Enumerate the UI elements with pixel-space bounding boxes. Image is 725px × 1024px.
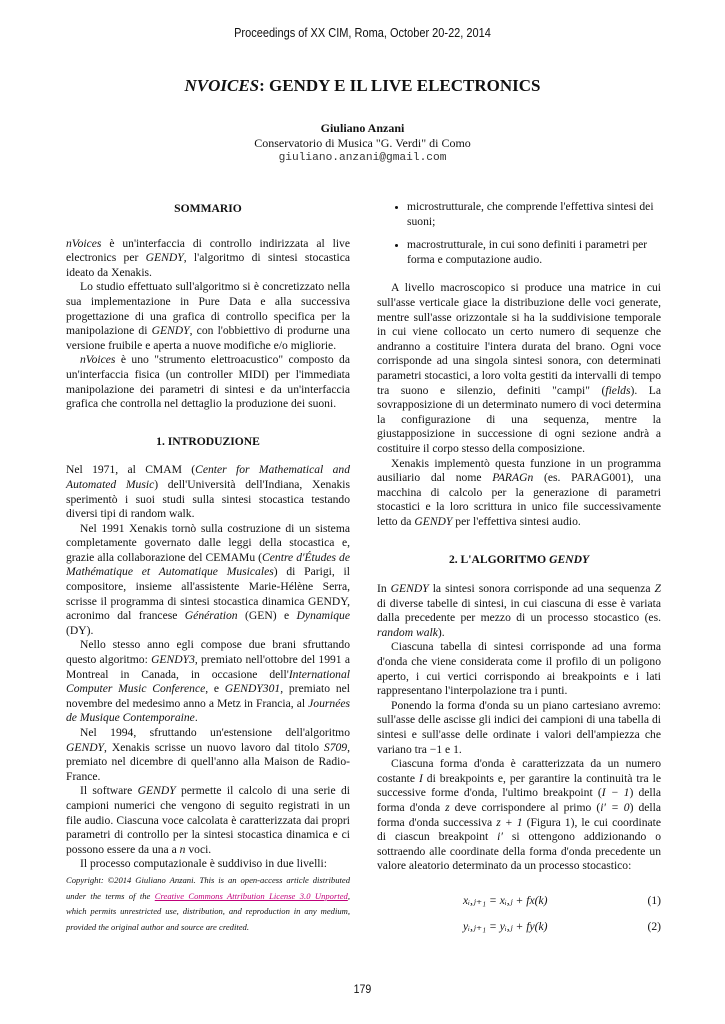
right-p2: Xenakis implementò questa funzione in un programma ausiliario dal nome PARAGn (es. PARAG001), una macchina di calcolo per la generazione di parametri stocastici e la loro scrittura in unico file successivamente letto da GENDY per l'effettiva sintesi audio. xyxy=(377,456,661,528)
right-p4: Ciascuna tabella di sintesi corrisponde ad una forma d'onda che viene considerata come il profilo di un poligono aperto, i cui vertici corrispondo ai breakpoints e i lati rappresentano l'interpolazione tra i punti. xyxy=(377,640,661,698)
author-name: Giuliano Anzani xyxy=(320,121,405,135)
title-italic: NVOICES xyxy=(184,76,260,95)
right-p6: Ciascuna forma d'onda è caratterizzata da un numero costante I di breakpoints e, per garantire la continuità tra le successive forme d'onda, l'ultimo breakpoint (I − 1) della forma d'onda z deve corrispondere al primo (i′ = 0) della forma d'onda successiva z + 1 (Figura 1), le cui coordinate di ciascun breakpoint i′ si ottengono addizionando o sottraendo alle coordinate della forma d'onda precedente un valore aleatorio determinato da un processo stocastico: xyxy=(377,757,662,873)
license-link[interactable]: Creative Commons Attribution License 3.0 Unported xyxy=(154,890,348,901)
right-p1: A livello macroscopico si produce una matrice in cui sull'asse verticale giace la distribuzione delle voci generate, mentre sull'asse orizzontale si ha la suddivisione temporale in cui viene collocato un certo numero di sequenze che andranno a costituire l'intera durata del brano. Ogni voce corrisponde ad una singola sintesi sonora, con determinati parametri stocastici, a loro volta gestiti da intervalli di tempo tra suono e silenzio, definiti "campi" (fields). La sovrapposizione di un determinato numero di voci determina la configurazione di una sequenza, mentre la giustapposizione in successione di ogni sezione andrà a costituire il corpo stesso della composizione. xyxy=(377,281,662,455)
intro-p3: Nello stesso anno egli compose due brani sfruttando questo algoritmo: GENDY3, premiato nell'ottobre del 1991 a Montreal in Canada, in occasione dell'International Computer Music Conference, e GENDY301, premiato nel novembre del medesimo anno a Metz in Francia, al Journées de Musique Contemporaine. xyxy=(66,638,350,725)
intro-p5: Il software GENDY permette il calcolo di una serie di campioni numerici che vengono di seguito registrati in un file audio. Ciascuna voce calcolata è caratterizzata dai propri parametri di controllo per la sintesi stocastica dinamica e ci possono essere da una a n voci. xyxy=(66,784,351,856)
paper-title xyxy=(0,76,725,96)
abstract-p3: nVoices è uno "strumento elettroacustico" composto da un'interfaccia fisica (un controller MIDI) per l'immediata manipolazione dei parametri di sintesi e da un'interfaccia grafica che controlla nel dettaglio la produzione dei suoni. xyxy=(66,353,350,411)
right-column xyxy=(377,200,661,942)
right-p5: Ponendo la forma d'onda su un piano cartesiano avremo: sull'asse delle ascisse gli indici dei campioni di una tabella di sintesi e sull'asse delle ordinate i valori dell'ampiezza che variano tra −1 e 1. xyxy=(377,698,661,756)
sommario-heading: SOMMARIO xyxy=(174,202,242,215)
right-p3: In GENDY la sintesi sonora corrisponde ad una sequenza Z di diverse tabelle di sintesi, in cui ciascuna di esse è variata dalla precedente per mezzo di un processo stocastico (es. random walk). xyxy=(377,582,661,639)
author-affiliation: Conservatorio di Musica "G. Verdi" di Como xyxy=(254,136,471,150)
title-rest: : GENDY E IL LIVE ELECTRONICS xyxy=(259,76,541,95)
left-column xyxy=(66,200,350,872)
intro-p4: Nel 1994, sfruttando un'estensione dell'algoritmo GENDY, Xenakis scrisse un nuovo lavoro dal titolo S709, premiato nel dicembre di quell'anno alla Maison de Radio-France. xyxy=(66,726,350,783)
intro-p6: Il processo computazionale è suddiviso in due livelli: xyxy=(80,857,327,871)
page-number: 179 xyxy=(353,982,372,996)
equation-1-formula: xᵢ,ⱼ₊₁ = xᵢ,ⱼ + fx(k) xyxy=(463,893,548,907)
author-email[interactable]: giuliano.anzani@gmail.com xyxy=(278,152,447,164)
intro-p1: Nel 1971, al CMAM (Center for Mathematical and Automated Music) dell'Università dell'Indiana, Xenakis sperimentò i suoi studi sulla sintesi stocastica testando diversi tipi di random walk. xyxy=(66,463,350,521)
list-item: • microstrutturale, che comprende l'effettiva sintesi dei suoni; xyxy=(407,200,661,229)
abstract-p1: nVoices è un'interfaccia di controllo indirizzata al live electronics per GENDY, l'algoritmo di sintesi stocastica ideato da Xenakis. xyxy=(66,236,350,279)
author-block xyxy=(0,121,725,166)
intro-p2: Nel 1991 Xenakis tornò sulla costruzione di un sistema completamente governato dalle leggi della stocastica e, grazie alla collaborazione del CEMAMu (Centre d'Études de Mathématique et Automatique Musicales) di Parigi, il compositore, insieme all'assistente Marie-Hélène Serra, scrisse il programma di sintesi stocastica dinamica GENDY, acronimo dal francese Génération (GEN) e Dynamique (DY). xyxy=(66,521,350,637)
equation-1 xyxy=(377,890,661,916)
equation-2 xyxy=(377,916,661,942)
equation-2-formula: yᵢ,ⱼ₊₁ = yᵢ,ⱼ + fy(k) xyxy=(463,919,548,933)
running-header: Proceedings of XX CIM, Roma, October 20-22, 2014 xyxy=(234,26,491,40)
copyright-footnote: Copyright: ©2014 Giuliano Anzani. This is an open-access article distributed under the terms of the Creative Commons Attribution License 3.0 Unported, which permits unrestricted use, distribution, and reproduction in any medium, provided the original author and source are credited. xyxy=(66,875,350,932)
equation-1-number: (1) xyxy=(647,893,661,907)
algorithm-heading: 2. L'ALGORITMO GENDY xyxy=(448,553,590,567)
list-item: • macrostrutturale, in cui sono definiti i parametri per forma e computazione audio. xyxy=(407,238,661,267)
abstract-p2: Lo studio effettuato sull'algoritmo si è concretizzato nella sua implementazione in Pure Data e alla successiva progettazione di una grafica di controllo specifica per la manipolazione di GENDY, con l'obbiettivo di produrne una versione fruibile e aperta a nuove modifiche e/o migliorie. xyxy=(66,280,350,352)
equation-2-number: (2) xyxy=(647,919,661,933)
levels-list xyxy=(377,200,661,267)
intro-heading: 1. INTRODUZIONE xyxy=(156,434,260,448)
